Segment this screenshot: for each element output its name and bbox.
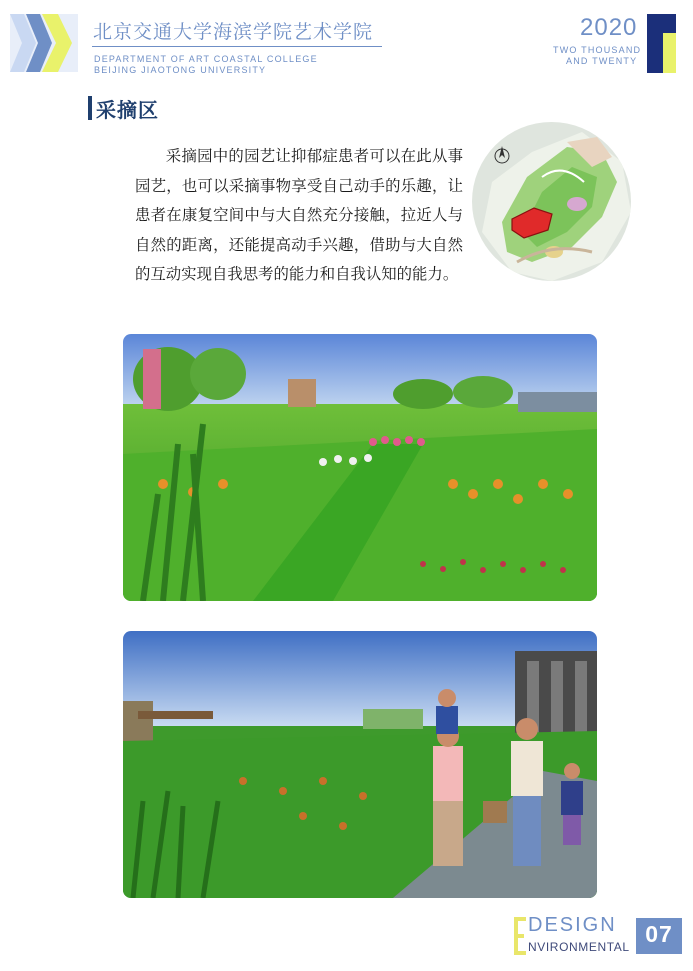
school-title: 北京交通大学海滨学院艺术学院 (93, 21, 374, 43)
school-subtitle-line1: DEPARTMENT OF ART COASTAL COLLEGE (94, 54, 318, 64)
footer-design-word: DESIGN (528, 914, 617, 936)
footer-environmental-word: NVIRONMENTAL (528, 940, 630, 954)
rendering-picking-garden-field (123, 334, 597, 601)
section-marker (88, 96, 92, 120)
rendering-family-picking (123, 631, 597, 898)
site-plan-map (472, 122, 631, 281)
year-navy-cap (647, 14, 676, 33)
school-subtitle-line2: BEIJING JIAOTONG UNIVERSITY (94, 65, 267, 75)
year-label: 2020 (580, 14, 638, 41)
footer-letter-e-mark (514, 917, 526, 955)
header-divider (92, 46, 382, 47)
year-words-line1: TWO THOUSAND (553, 45, 642, 55)
year-words-line2: AND TWENTY (566, 56, 638, 66)
section-body-text: 采摘园中的园艺让抑郁症患者可以在此从事园艺，也可以采摘事物享受自己动手的乐趣，让患者在康复空间中与大自然充分接触，拉近人与自然的距离，还能提高动手兴趣，借助与大自然的互动实现自我思考的能力和自我认知的能力。 (135, 147, 463, 283)
header-chevron-logo (10, 14, 78, 72)
page-number: 07 (645, 921, 673, 947)
section-title: 采摘区 (96, 98, 159, 122)
